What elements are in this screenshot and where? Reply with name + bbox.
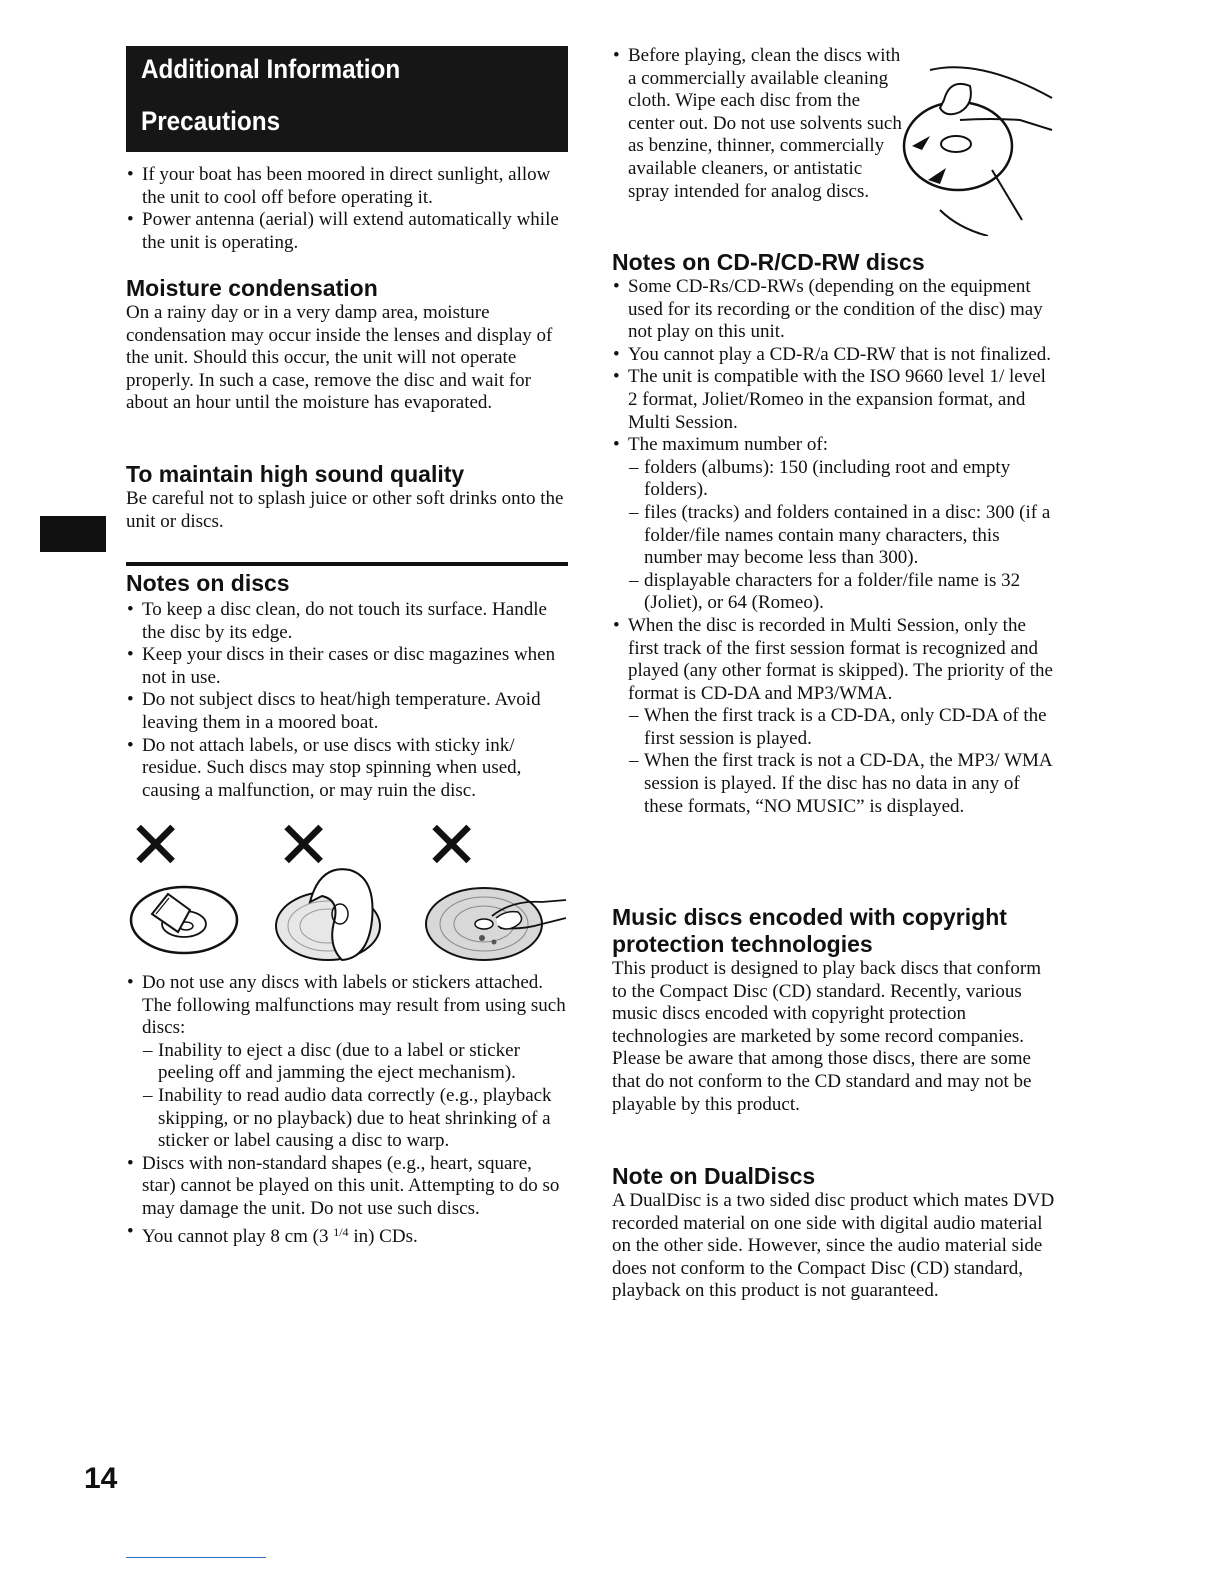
section-title: Additional Information: [141, 54, 401, 84]
disc-with-label-illustration: [126, 880, 244, 958]
footer-line: [126, 1557, 266, 1558]
copyright-section: [612, 904, 1058, 1116]
discs-heading: Notes on discs: [126, 570, 290, 596]
list-item: • If your boat has been moored in direct sunlight, allow the unit to cool off before operating it.: [126, 164, 568, 209]
list-item: [126, 972, 568, 1153]
list-item: – Inability to read audio data correctly (e.g., playback skipping, or no playback) due to heat shrinking of a sticker or label causing a disc to warp.: [142, 1085, 568, 1153]
list-item: – files (tracks) and folders contained in a disc: 300 (if a folder/file names contain many characters, this number may become less than 300).: [628, 502, 1058, 570]
prohibited-x-icon: ✕: [424, 808, 480, 882]
sound-body: Be careful not to splash juice or other soft drinks onto the unit or discs.: [126, 488, 564, 532]
list-item: • Before playing, clean the discs with a commercially available cleaning cloth. Wipe each disc from the center out. Do not use solvents such as benzine, thinner, commercially available cleaners, or antistatic spray intended for analog discs.: [612, 45, 902, 203]
size-text-post: in) CDs.: [348, 1225, 418, 1247]
list-item: • Some CD-Rs/CD-RWs (depending on the equipment used for its recording or the condition of the disc) may not play on this unit.: [612, 276, 1058, 344]
labels-follow-text: The following malfunctions may result from using such discs:: [142, 994, 566, 1039]
list-item: – When the first track is a CD-DA, only CD-DA of the first session is played.: [628, 705, 1058, 750]
list-item: – Inability to eject a disc (due to a label or sticker peeling off and jamming the eject mechanism).: [142, 1040, 568, 1085]
page-number: 14: [84, 1462, 118, 1495]
cdr-heading: Notes on CD-R/CD-RW discs: [612, 249, 925, 275]
moisture-section: [126, 275, 568, 415]
sound-heading: To maintain high sound quality: [126, 461, 465, 487]
list-item: • Discs with non-standard shapes (e.g., heart, square, star) cannot be played on this unit. Attempting to do so may damage the unit. Do not use such discs.: [126, 1153, 568, 1221]
labels-bullet-text: Do not use any discs with labels or stickers attached.: [142, 972, 544, 993]
list-item: • Do not subject discs to heat/high temperature. Avoid leaving them in a moored boat.: [126, 689, 568, 734]
max-number-text: The maximum number of:: [628, 434, 828, 456]
intro-list: [126, 164, 568, 254]
copyright-body: This product is designed to play back discs that conform to the Compact Disc (CD) standard. Recently, various music discs encoded with copyright protection technologies are marketed by some record companies. Please be aware that among those discs, there are some that do not conform to the CD standard and may not be playable by this product.: [612, 958, 1041, 1115]
section-header: [126, 46, 568, 152]
dualdisc-heading: Note on DualDiscs: [612, 1163, 816, 1189]
moisture-body: On a rainy day or in a very damp area, moisture condensation may occur inside the lenses and display of the unit. Should this occur, the unit will not operate properly. In such a case, remove the disc and wait for about an hour until the moisture has evaporated.: [126, 302, 553, 414]
section-tab-marker: [40, 516, 106, 552]
list-item: • Power antenna (aerial) will extend automatically while the unit is operating.: [126, 209, 568, 254]
list-item: [126, 1221, 568, 1249]
size-fraction: 1/4: [333, 1224, 349, 1239]
list-item: [612, 434, 1058, 615]
list-item: – folders (albums): 150 (including root and empty folders).: [628, 457, 1058, 502]
list-item: • You cannot play a CD-R/a CD-RW that is not finalized.: [612, 344, 1058, 367]
list-item: [612, 615, 1058, 818]
list-item: • Keep your discs in their cases or disc magazines when not in use.: [126, 644, 568, 689]
discs-section: [126, 570, 568, 802]
dualdisc-section: [612, 1163, 1058, 1303]
cleaning-note: [612, 45, 902, 203]
list-item: • The unit is compatible with the ISO 9660 level 1/ level 2 format, Joliet/Romeo in the expansion format, and Multi Session.: [612, 366, 1058, 434]
prohibited-x-icon: ✕: [276, 808, 332, 882]
list-item: – displayable characters for a folder/file name is 32 (Joliet), or 64 (Romeo).: [628, 570, 1058, 615]
list-item: – When the first track is not a CD-DA, the MP3/ WMA session is played. If the disc has no data in any of these formats, “NO MUSIC” is displayed.: [628, 750, 1058, 818]
disc-cleaning-illustration: [900, 60, 1060, 236]
warped-disc-illustration: [270, 862, 386, 966]
list-item: • To keep a disc clean, do not touch its surface. Handle the disc by its edge.: [126, 599, 568, 644]
cdr-section: [612, 249, 1058, 818]
list-item: • Do not attach labels, or use discs with sticky ink/ residue. Such discs may stop spinning when used, causing a malfunction, or may ruin the disc.: [126, 735, 568, 803]
prohibited-x-icon: ✕: [128, 808, 184, 882]
section-divider: [126, 562, 568, 566]
moisture-heading: Moisture condensation: [126, 275, 378, 301]
sticky-residue-disc-illustration: [422, 880, 568, 964]
sound-section: [126, 461, 568, 533]
copyright-heading: Music discs encoded with copyright protection technologies: [612, 904, 1007, 957]
dualdisc-body: A DualDisc is a two sided disc product which mates DVD recorded material on one side with digital audio material on the other side. However, since the audio material side does not conform to the Compact Disc (CD) standard, playback on this product is not guaranteed.: [612, 1190, 1055, 1302]
size-text-pre: You cannot play 8 cm (3: [142, 1225, 334, 1247]
page-title: Precautions: [141, 106, 281, 136]
multisession-text: When the disc is recorded in Multi Session, only the first track of the first session format is recognized and played (any other format is skipped). The priority of the format is CD-DA and MP3/WMA.: [628, 614, 1053, 704]
labels-warning: [126, 972, 568, 1248]
